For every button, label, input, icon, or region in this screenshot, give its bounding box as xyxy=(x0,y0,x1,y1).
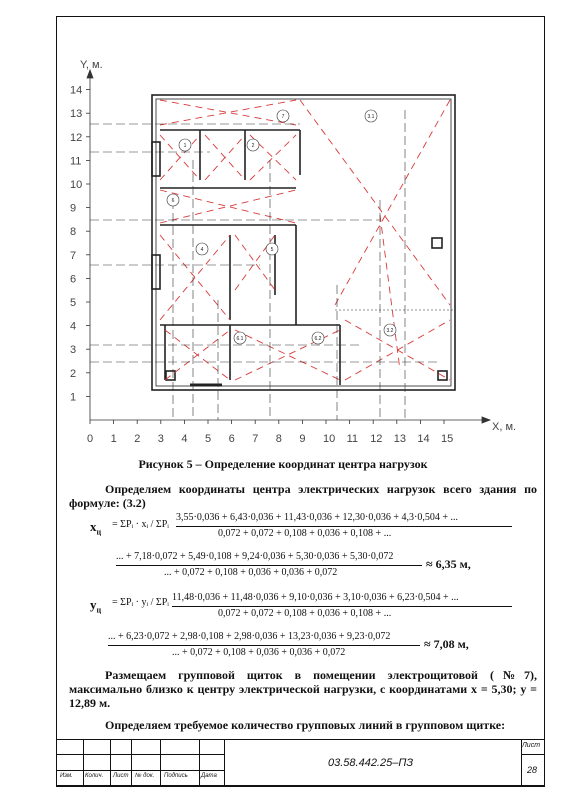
document-number: 03.58.442.25–ПЗ xyxy=(328,757,414,769)
x-tick-label: 3 xyxy=(157,433,164,445)
yc-fraction-bar-2 xyxy=(108,645,420,646)
y-tick-label: 10 xyxy=(70,179,83,191)
stamp-col-list: Лист xyxy=(113,773,129,779)
stamp-col-data: Дата xyxy=(201,773,217,779)
xc-denominator-1: 0,072 + 0,072 + 0,108 + 0,036 + 0,108 + ... xyxy=(218,528,392,539)
y-tick-label: 6 xyxy=(70,273,77,286)
xc-result: ≈ 6,35 м, xyxy=(426,557,471,571)
room-label: 3.1 xyxy=(367,113,375,120)
yc-numerator-2: ... + 6,23·0,072 + 2,98·0,108 + 2,98·0,036 + 13,23·0,036 + 9,23·0,072 xyxy=(108,631,391,642)
x-tick-label: 15 xyxy=(441,433,454,445)
x-tick-label: 11 xyxy=(346,433,359,445)
xc-numerator-1: 3,55·0,036 + 6,43·0,036 + 11,43·0,036 + 12,30·0,036 + 4,3·0,504 + ... xyxy=(176,512,458,523)
paragraph-formula-intro: Определяем координаты центра электрических нагрузок всего здания по формуле: (3.2) xyxy=(69,482,537,510)
load-lines xyxy=(160,100,450,380)
xc-lhs: $x_ц$ xyxy=(90,519,102,537)
stamp-col-kolich: Колич. xyxy=(85,773,104,779)
xc-numerator-2: ... + 7,18·0,072 + 5,49·0,108 + 9,24·0,036 + 5,30·0,036 + 5,30·0,072 xyxy=(116,551,394,562)
y-axis-arrow-icon xyxy=(87,70,93,78)
yc-lhs: $y_ц$ xyxy=(90,597,102,615)
x-tick-label: 0 xyxy=(87,433,94,445)
yc-fraction-bar-1 xyxy=(172,606,512,607)
room-label: 4 xyxy=(200,246,204,253)
coordinate-leaders xyxy=(90,110,440,420)
xc-fraction-bar-1 xyxy=(176,526,512,527)
x-tick-label: 8 xyxy=(275,433,282,445)
stamp-col-ndok: № док. xyxy=(135,773,155,779)
xc-denominator-2: ... + 0,072 + 0,108 + 0,036 + 0,036 + 0,072 xyxy=(164,567,338,578)
yc-result: ≈ 7,08 м, xyxy=(424,637,469,651)
paragraph-group-lines: Определяем требуемое количество групповых линий в групповом щитке: xyxy=(105,718,506,732)
yc-general-formula: = ΣPᵢ · yᵢ / ΣPᵢ xyxy=(112,597,169,608)
room-label: 3.2 xyxy=(386,327,394,334)
x-axis-arrow-icon xyxy=(482,417,490,423)
x-tick-label: 9 xyxy=(299,433,306,445)
x-tick-label: 2 xyxy=(134,433,141,445)
y-tick-label: 1 xyxy=(70,391,77,404)
room-label: 6 xyxy=(171,197,175,204)
y-tick-label: 5 xyxy=(70,297,77,309)
paragraph-panel-placement: Размещаем групповой щиток в помещении электрощитовой (№7), максимально близко к центру электрической нагрузки, с координатами x = 5,30; y = 12,89 м. xyxy=(69,668,537,710)
room-label: 2 xyxy=(251,142,255,149)
x-tick-label: 1 xyxy=(110,433,117,445)
room-label: 7 xyxy=(281,113,285,120)
y-tick-label: 7 xyxy=(70,249,77,262)
x-tick-label: 12 xyxy=(370,433,383,445)
x-axis-label: X, м. xyxy=(492,421,517,433)
x-tick-label: 13 xyxy=(393,433,407,445)
title-block-stamp xyxy=(56,739,545,786)
x-tick-label: 4 xyxy=(181,433,188,445)
y-tick-label: 3 xyxy=(70,344,77,357)
x-tick-label: 7 xyxy=(252,433,259,445)
xc-general-formula: = ΣPᵢ · xᵢ / ΣPᵢ xyxy=(112,519,169,530)
stamp-col-izm: Изм. xyxy=(60,773,73,779)
y-axis-label: Y, м. xyxy=(80,59,103,71)
y-tick-label: 2 xyxy=(70,367,77,380)
y-tick-label: 14 xyxy=(70,84,83,97)
room-label: 6.1 xyxy=(236,335,244,342)
figure-caption: Рисунок 5 – Определение координат центра нагрузок xyxy=(138,457,428,471)
y-tick-label: 8 xyxy=(70,226,77,239)
sheet-label: Лист xyxy=(522,742,541,749)
xc-fraction-bar-2 xyxy=(116,565,422,566)
sheet-number: 28 xyxy=(527,765,538,775)
room-label: 5 xyxy=(270,246,274,253)
x-tick-label: 10 xyxy=(323,433,336,445)
yc-denominator-2: ... + 0,072 + 0,108 + 0,036 + 0,036 + 0,072 xyxy=(172,647,346,658)
x-tick-label: 6 xyxy=(228,433,235,445)
y-tick-label: 13 xyxy=(70,108,83,121)
stamp-col-podpis: Подпись xyxy=(164,773,188,779)
y-tick-label: 12 xyxy=(70,131,83,144)
y-tick-label: 4 xyxy=(70,320,77,333)
x-tick-label: 5 xyxy=(205,433,212,445)
yc-denominator-1: 0,072 + 0,072 + 0,108 + 0,036 + 0,108 + ... xyxy=(218,608,392,619)
yc-numerator-1: 11,48·0,036 + 11,48·0,036 + 9,10·0,036 + 3,10·0,036 + 6,23·0,504 + ... xyxy=(172,592,459,603)
y-tick-label: 11 xyxy=(70,155,82,168)
x-tick-label: 14 xyxy=(417,433,430,445)
y-tick-label: 9 xyxy=(70,202,77,215)
floor-plan-figure xyxy=(60,40,517,452)
room-label: 1 xyxy=(183,142,187,149)
building-walls xyxy=(152,95,455,390)
room-label: 6.2 xyxy=(314,335,322,342)
